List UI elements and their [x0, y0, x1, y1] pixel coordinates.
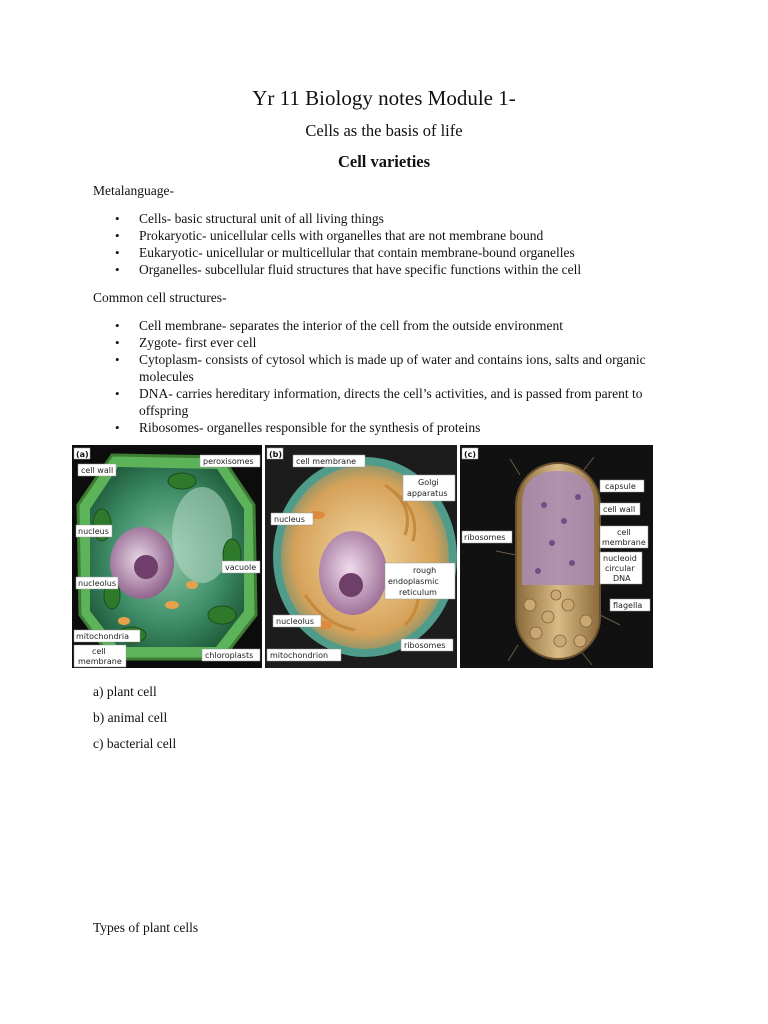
- list-item: • Zygote- first ever cell: [115, 335, 257, 350]
- list-item: • Prokaryotic- unicellular cells with organelles that are not membrane bound: [115, 228, 544, 243]
- caption-bacterial-cell: c) bacterial cell: [93, 736, 177, 751]
- label-mitochondrion: mitochondrion: [270, 651, 329, 660]
- label-capsule: capsule: [605, 482, 636, 491]
- caption-plant-cell: a) plant cell: [93, 684, 157, 699]
- label-cell-wall: cell wall: [81, 466, 114, 475]
- label-cell-wall: cell wall: [603, 505, 636, 514]
- figure-tag: (a): [76, 450, 89, 459]
- label-rough: rough: [413, 566, 437, 575]
- label-golgi: Golgi: [418, 478, 439, 487]
- label-nucleoid: nucleoid: [603, 554, 637, 563]
- plant-cell-figure: [72, 445, 262, 668]
- section-label-plant-cell-types: Types of plant cells: [93, 920, 199, 935]
- label-cell: cell: [617, 528, 631, 537]
- figure-tag: (c): [464, 450, 477, 459]
- label-dna: DNA: [613, 574, 631, 583]
- figure-tag: (b): [269, 450, 283, 459]
- list-item: • Ribosomes- organelles responsible for the synthesis of proteins: [115, 420, 481, 435]
- label-nucleolus: nucleolus: [276, 617, 315, 626]
- label-nucleus: nucleus: [274, 515, 305, 524]
- caption-animal-cell: b) animal cell: [93, 710, 168, 725]
- document-subtitle: Cells as the basis of life: [305, 121, 463, 140]
- bullet-icon: •: [115, 335, 120, 350]
- label-mitochondria: mitochondria: [76, 632, 129, 641]
- bullet-icon: •: [115, 245, 120, 260]
- label-endoplasmic: endoplasmic: [388, 577, 439, 586]
- label-ribosomes: ribosomes: [464, 533, 506, 542]
- label-membrane: membrane: [78, 657, 122, 666]
- bacterial-cell-figure: [460, 445, 653, 668]
- label-vacuole: vacuole: [225, 563, 257, 572]
- section-heading: Cell varieties: [337, 152, 431, 171]
- metalanguage-label: Metalanguage-: [93, 183, 174, 198]
- label-apparatus: apparatus: [407, 489, 448, 498]
- label-nucleolus: nucleolus: [78, 579, 117, 588]
- bullet-icon: •: [115, 318, 120, 333]
- label-ribosomes: ribosomes: [404, 641, 446, 650]
- common-structures-label: Common cell structures-: [93, 290, 227, 305]
- common-structures-list: [0, 317, 646, 436]
- label-reticulum: reticulum: [399, 588, 437, 597]
- bullet-icon: •: [115, 420, 120, 435]
- label-peroxisomes: peroxisomes: [203, 457, 254, 466]
- list-item: • Cytoplasm- consists of cytosol which is made up of water and contains ions, salts and organic molecules: [115, 352, 646, 384]
- bullet-icon: •: [115, 352, 120, 367]
- label-flagella: flagella: [613, 601, 643, 610]
- list-item: • Eukaryotic- unicellular or multicellular that contain membrane-bound organelles: [115, 245, 575, 260]
- label-cell: cell: [92, 647, 106, 656]
- bullet-icon: •: [115, 228, 120, 243]
- list-item: • Organelles- subcellular fluid structures that have specific functions within the cell: [115, 262, 582, 277]
- document-title: Yr 11 Biology notes Module 1-: [252, 86, 516, 110]
- animal-cell-figure: [265, 445, 457, 668]
- list-item: • DNA- carries hereditary information, directs the cell’s activities, and is passed from parent to offspring: [115, 386, 643, 418]
- label-cell-membrane: cell membrane: [296, 457, 357, 466]
- list-item: • Cell membrane- separates the interior of the cell from the outside environment: [115, 318, 563, 333]
- list-item: • Cells- basic structural unit of all living things: [115, 211, 384, 226]
- label-circular: circular: [605, 564, 635, 573]
- bullet-icon: •: [115, 262, 120, 277]
- metalanguage-list: [0, 210, 582, 278]
- label-chloroplasts: chloroplasts: [205, 651, 254, 660]
- bullet-icon: •: [115, 211, 120, 226]
- bullet-icon: •: [115, 386, 120, 401]
- label-membrane: membrane: [602, 538, 646, 547]
- label-nucleus: nucleus: [78, 527, 109, 536]
